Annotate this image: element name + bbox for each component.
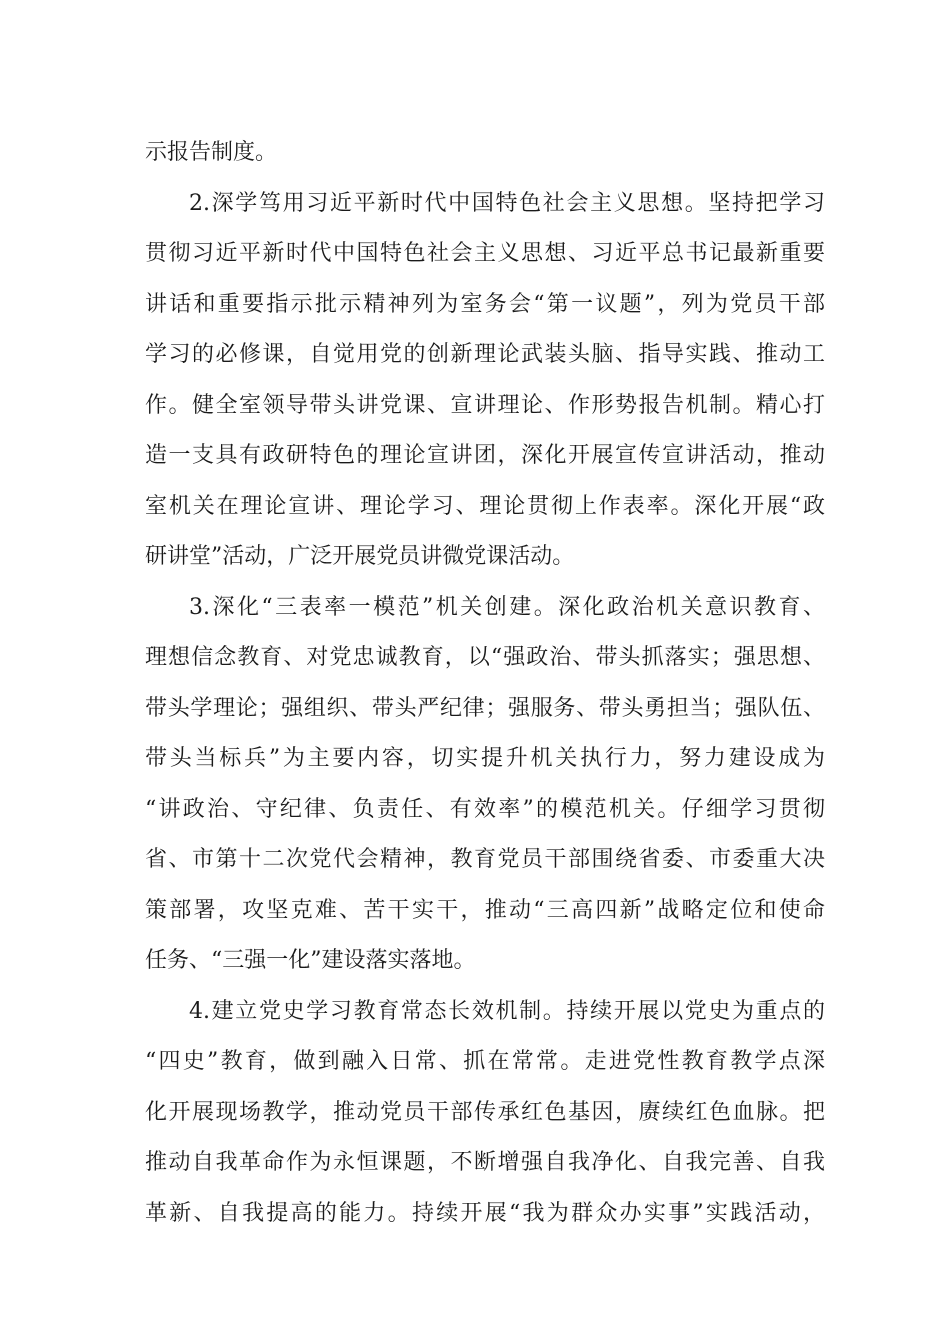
text-line: 造一支具有政研特色的理论宣讲团，深化开展宣传宣讲活动，推动 [145, 443, 825, 468]
text-line: 作。健全室领导带头讲党课、宣讲理论、作形势报告机制。精心打 [145, 392, 825, 418]
text-line: 理想信念教育、对党忠诚教育，以“强政治、带头抓落实；强思想、 [145, 645, 825, 670]
text-line: 策部署，攻坚克难、苦干实干，推动“三高四新”战略定位和使命 [145, 897, 825, 923]
text-line: 讲话和重要指示批示精神列为室务会“第一议题”，列为党员干部 [145, 291, 825, 317]
text-line: 室机关在理论宣讲、理论学习、理论贯彻上作表率。深化开展“政 [145, 493, 825, 519]
text-line: 示报告制度。 [145, 140, 278, 165]
text-line: 学习的必修课，自觉用党的创新理论武装头脑、指导实践、推动工 [145, 342, 825, 367]
text-line: 任务、“三强一化”建设落实落地。 [145, 948, 476, 973]
text-line: “讲政治、守纪律、负责任、有效率”的模范机关。仔细学习贯彻 [145, 796, 825, 822]
text-line: 3.深化“三表率一模范”机关创建。深化政治机关意识教育、 [189, 594, 825, 620]
text-line: 带头学理论；强组织、带头严纪律；强服务、带头勇担当；强队伍、 [145, 695, 825, 721]
text-line: 研讲堂”活动，广泛开展党员讲微党课活动。 [145, 544, 575, 569]
text-line: 化开展现场教学，推动党员干部传承红色基因，赓续红色血脉。把 [145, 1099, 825, 1125]
text-line: 带头当标兵”为主要内容，切实提升机关执行力，努力建设成为 [145, 746, 825, 771]
text-line: 推动自我革命作为永恒课题，不断增强自我净化、自我完善、自我 [145, 1150, 825, 1175]
text-line: 贯彻习近平新时代中国特色社会主义思想、习近平总书记最新重要 [145, 241, 825, 266]
text-line: “四史”教育，做到融入日常、抓在常常。走进党性教育教学点深 [145, 1049, 825, 1074]
text-line: 2.深学笃用习近平新时代中国特色社会主义思想。坚持把学习 [189, 190, 825, 216]
text-line: 革新、自我提高的能力。持续开展“我为群众办实事”实践活动， [145, 1200, 825, 1226]
text-line: 4.建立党史学习教育常态长效机制。持续开展以党史为重点的 [189, 998, 825, 1024]
document-body [145, 128, 825, 1239]
text-line: 省、市第十二次党代会精神，教育党员干部围绕省委、市委重大决 [145, 847, 825, 872]
